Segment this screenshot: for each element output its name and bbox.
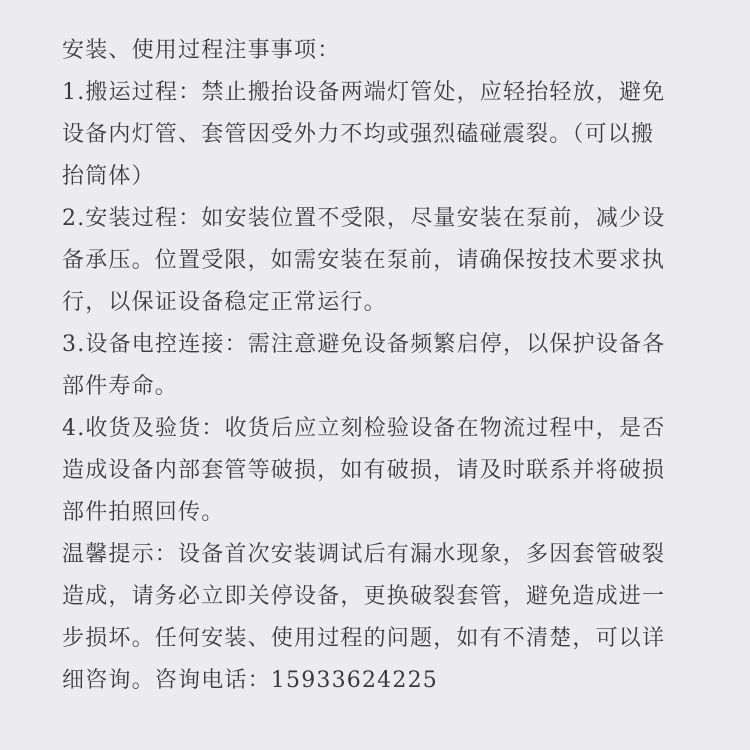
notice-line: 设备内灯管、套管因受外力不均或强烈磕碰震裂。（可以搬	[62, 122, 655, 147]
notice-line: 步损坏。任何安装、使用过程的问题，如有不清楚，可以详	[62, 626, 666, 651]
notice-line: 3.设备电控连接：需注意避免设备频繁启停，以保护设备各	[62, 332, 666, 357]
notice-line: 造成，请务必立即关停设备，更换破裂套管，避免造成进一	[62, 584, 666, 609]
notice-line: 温馨提示：设备首次安装调试后有漏水现象，多因套管破裂	[62, 542, 666, 567]
notice-line: 抬筒体）	[62, 164, 155, 189]
contact-line: 细咨询。咨询电话：15933624225	[62, 668, 438, 693]
notice-line: 部件拍照回传。	[62, 500, 225, 525]
notice-line: 部件寿命。	[62, 374, 179, 399]
notice-line: 2.安装过程：如安装位置不受限，尽量安装在泵前，减少设	[62, 206, 666, 231]
notice-line: 造成设备内部套管等破损，如有破损，请及时联系并将破损	[62, 458, 666, 483]
notice-line: 4.收货及验货：收货后应立刻检验设备在物流过程中，是否	[62, 416, 666, 441]
notice-line: 行，以保证设备稳定正常运行。	[62, 290, 387, 315]
notice-line: 备承压。位置受限，如需安装在泵前，请确保按技术要求执	[62, 248, 666, 273]
notice-heading: 安装、使用过程注事事项：	[62, 38, 341, 63]
notice-line: 1.搬运过程：禁止搬抬设备两端灯管处，应轻抬轻放，避免	[62, 80, 666, 105]
